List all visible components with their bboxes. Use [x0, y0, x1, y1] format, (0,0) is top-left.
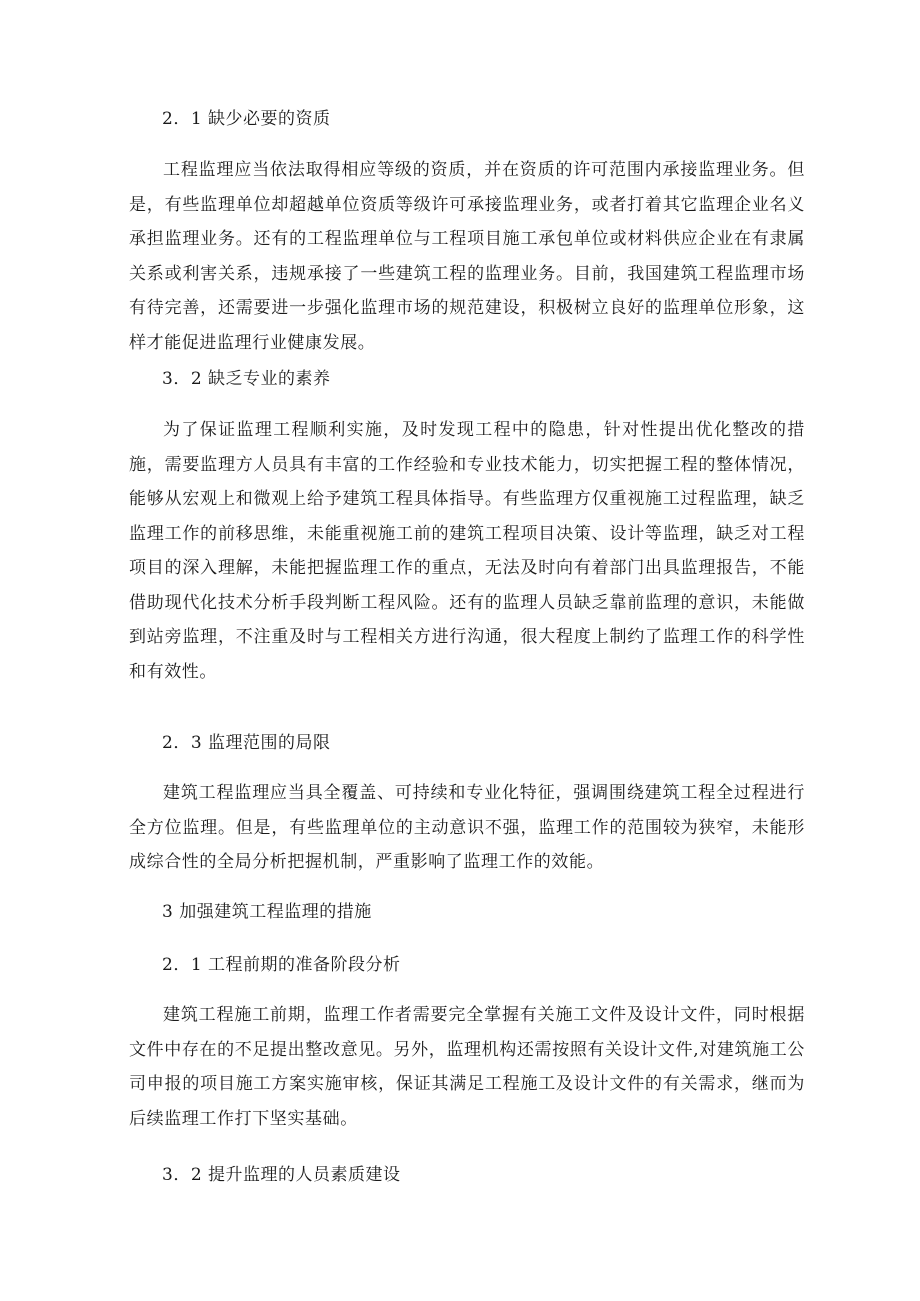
section-paragraph: 建筑工程监理应当具全覆盖、可持续和专业化特征，强调围绕建筑工程全过程进行全方位监理。但是，有些监理单位的主动意识不强，监理工作的范围较为狭窄，未能形成综合性的全局分析把握机制，严重影响了监理工作的效能。	[129, 783, 805, 872]
section-heading: 2．3 监理范围的局限	[162, 733, 331, 753]
section-heading: 2．1 缺少必要的资质	[162, 109, 331, 129]
section-heading: 3 加强建筑工程监理的措施	[162, 902, 372, 922]
section-paragraph: 建筑工程施工前期，监理工作者需要完全掌握有关施工文件及设计文件，同时根据文件中存在的不足提出整改意见。另外，监理机构还需按照有关设计文件,对建筑施工公司申报的项目施工方案实施审核，保证其满足工程施工及设计文件的有关需求，继而为后续监理工作打下坚实基础。	[129, 1005, 805, 1129]
section-heading: 3．2 提升监理的人员素质建设	[162, 1165, 401, 1185]
section-paragraph: 工程监理应当依法取得相应等级的资质，并在资质的许可范围内承接监理业务。但是，有些监理单位却超越单位资质等级许可承接监理业务，或者打着其它监理企业名义承担监理业务。还有的工程监理单位与工程项目施工承包单位或材料供应企业在有隶属关系或利害关系，违规承接了一些建筑工程的监理业务。目前，我国建筑工程监理市场有待完善，还需要进一步强化监理市场的规范建设，积极树立良好的监理单位形象，这样才能促进监理行业健康发展。	[129, 160, 805, 353]
section-heading: 3．2 缺乏专业的素养	[162, 369, 331, 389]
section-paragraph: 为了保证监理工程顺利实施，及时发现工程中的隐患，针对性提出优化整改的措施，需要监理方人员具有丰富的工作经验和专业技术能力，切实把握工程的整体情况，能够从宏观上和微观上给予建筑工程具体指导。有些监理方仅重视施工过程监理，缺乏监理工作的前移思维，未能重视施工前的建筑工程项目决策、设计等监理，缺乏对工程项目的深入理解，未能把握监理工作的重点，无法及时向有着部门出具监理报告，不能借助现代化技术分析手段判断工程风险。还有的监理人员缺乏靠前监理的意识，未能做到站旁监理，不注重及时与工程相关方进行沟通，很大程度上制约了监理工作的科学性和有效性。	[129, 420, 805, 682]
section-heading: 2．1 工程前期的准备阶段分析	[162, 955, 401, 975]
